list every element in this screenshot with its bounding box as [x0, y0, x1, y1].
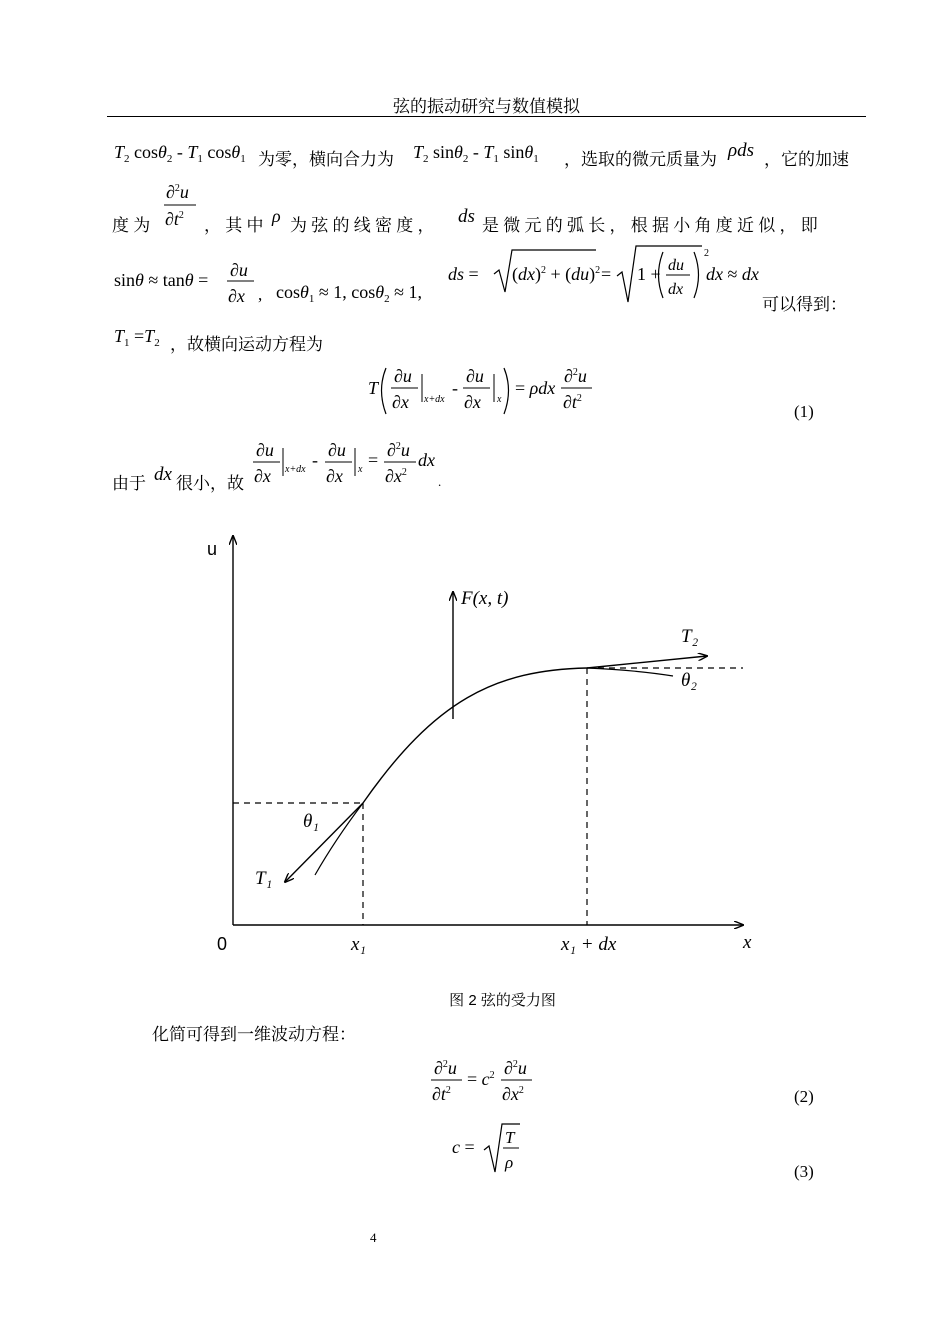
running-header: 弦的振动研究与数值模拟 — [393, 97, 580, 116]
para1-text-1: 为零，横向合力为 — [258, 150, 394, 169]
equation-1-number: (1) — [794, 402, 814, 421]
formula-vertical-resultant — [410, 138, 570, 168]
svg-text:T: T — [368, 378, 379, 398]
origin-label: 0 — [217, 934, 228, 954]
para1-text-2: ，选取的微元质量为 — [564, 150, 717, 169]
svg-text:T: T — [505, 1128, 515, 1147]
angle-arc-2 — [587, 668, 673, 676]
svg-text:∂u: ∂u — [256, 440, 274, 460]
svg-text:sinθ ≈ tanθ =: sinθ ≈ tanθ = — [114, 270, 209, 290]
force-label: F(x, t) — [461, 588, 509, 609]
equation-2 — [428, 1052, 568, 1110]
svg-text:ds =: ds = — [448, 264, 479, 284]
para4-text: ，故横向运动方程为 — [170, 335, 323, 354]
svg-text:∂2u: ∂$^2$u — [504, 1058, 527, 1078]
x-axis-label: x — [743, 932, 752, 953]
para3-tail: 可以得到： — [762, 295, 847, 314]
para2-text-3: 为 弦 的 线 密 度 ， — [290, 216, 435, 235]
svg-text:= ρdx: = ρdx — [515, 378, 556, 398]
svg-text:T2 cosθ2 - T1 cosθ1: $T_2$ $\cos\theta_2 - T_1$ cosθ$_1$ — [114, 142, 246, 165]
svg-text:=: = — [601, 264, 612, 284]
svg-text:dx: dx — [418, 450, 435, 470]
tension-arrow-1 — [285, 803, 363, 882]
svg-text:= c2: = $c^2$ — [467, 1069, 495, 1089]
tension-1-label: T₁ — [255, 868, 273, 889]
formula-arc-length — [444, 242, 764, 310]
svg-text:∂2u: ∂$^2$u — [564, 366, 587, 386]
string-curve — [363, 668, 587, 803]
formula-derivative-difference — [250, 434, 444, 494]
svg-text:∂x2: $\partial x^2$ — [502, 1084, 524, 1104]
header-rule — [107, 116, 866, 117]
svg-text:∂x: ∂x — [326, 466, 343, 486]
formula-cos-approx — [274, 278, 444, 308]
svg-text:du: du — [668, 257, 684, 274]
svg-text:-: - — [452, 378, 458, 398]
svg-text:-: - — [312, 450, 318, 470]
svg-text:∂t2: $\partial t^2$ — [165, 209, 184, 229]
formula-small-angle — [112, 256, 262, 312]
para1-text-3: ，它的加速 — [764, 150, 849, 169]
svg-text:ρ: ρ — [272, 206, 281, 226]
formula-tension-equal — [112, 322, 174, 352]
angle-arc-1 — [315, 803, 363, 875]
u-axis-label: u — [207, 539, 218, 559]
svg-text:x: x — [497, 394, 502, 405]
tension-arrow-2 — [587, 656, 707, 668]
para5-text-1: 由于 — [112, 474, 146, 493]
svg-text:∂x: ∂x — [464, 392, 481, 412]
formula-acceleration — [160, 178, 200, 234]
svg-text:T2 sinθ2 - T1 sinθ1: $T_2$ $\sin\theta_2 - T_1$ sinθ$_1$ — [413, 142, 539, 165]
para6-text: 化简可得到一维波动方程： — [152, 1025, 356, 1044]
svg-text:∂2u: ∂$^2$u — [434, 1058, 457, 1078]
svg-text:1 +: 1 + — [637, 264, 661, 284]
svg-text:=: = — [368, 450, 379, 470]
svg-text:2: 2 — [704, 248, 709, 259]
svg-text:∂u: ∂u — [230, 260, 248, 280]
para5-text-2: 很小，故 — [176, 474, 244, 493]
svg-text:dx: dx — [668, 281, 684, 298]
svg-text:x: x — [358, 464, 363, 475]
svg-text:∂u: ∂u — [466, 366, 484, 386]
svg-text:(dx)2 + (du)2: (dx)$^2$ + (du)$^2$ — [512, 264, 601, 284]
formula-rho — [270, 204, 290, 232]
svg-text:∂x: ∂x — [228, 286, 245, 306]
formula-horizontal-balance — [110, 138, 260, 168]
para2-text-1: 度 为 — [112, 216, 151, 235]
theta-1-label: θ₁ — [303, 811, 319, 832]
equation-2-number: (2) — [794, 1087, 814, 1106]
para2-text-2: ， 其 中 — [204, 216, 264, 235]
x1dx-tick-label: x₁ + dx — [561, 934, 617, 955]
period: . — [438, 474, 442, 489]
string-force-diagram — [195, 520, 775, 970]
svg-text:ds: ds — [458, 206, 475, 227]
page-number: 4 — [370, 1230, 377, 1245]
equation-3 — [448, 1120, 528, 1180]
svg-text:c =: c = — [452, 1137, 475, 1157]
svg-text:cosθ1 ≈ 1, cosθ2 ≈ 1,: cosθ$_1$ ≈ 1, cosθ$_2$ ≈ 1, — [276, 282, 422, 305]
svg-text:∂t2: $\partial t^2$ — [563, 392, 582, 412]
svg-text:ρds: ρds — [728, 140, 755, 161]
equation-1 — [366, 360, 616, 420]
svg-text:∂x2: $\partial x^2$ — [385, 466, 407, 486]
figure-caption: 图 2 弦的受力图 — [449, 992, 556, 1009]
svg-text:∂2u: ∂$^2$u — [387, 440, 410, 460]
svg-text:∂t2: $\partial t^2$ — [432, 1084, 451, 1104]
svg-text:ρ: ρ — [505, 1153, 514, 1172]
x1-tick-label: x₁ — [351, 934, 367, 955]
svg-text:x+dx: x+dx — [424, 394, 445, 405]
svg-text:∂x: ∂x — [254, 466, 271, 486]
svg-text:dx ≈ dx: dx ≈ dx — [706, 264, 759, 284]
equation-3-number: (3) — [794, 1162, 814, 1181]
theta-2-label: θ₂ — [681, 670, 697, 691]
tension-2-label: T₂ — [681, 626, 699, 647]
para2-text-4: 是 微 元 的 弧 长 ， 根 据 小 角 度 近 似 ， 即 — [482, 216, 818, 235]
svg-text:T1 =T2: $T_1 =T_2$ — [114, 326, 160, 349]
svg-text:∂u: ∂u — [394, 366, 412, 386]
svg-text:∂x: ∂x — [392, 392, 409, 412]
svg-text:∂u: ∂u — [328, 440, 346, 460]
svg-text:x+dx: x+dx — [285, 464, 306, 475]
comma-1: , — [258, 285, 263, 304]
svg-text:∂2u: ∂$^2$u — [166, 182, 189, 202]
svg-text:dx: dx — [154, 464, 172, 485]
